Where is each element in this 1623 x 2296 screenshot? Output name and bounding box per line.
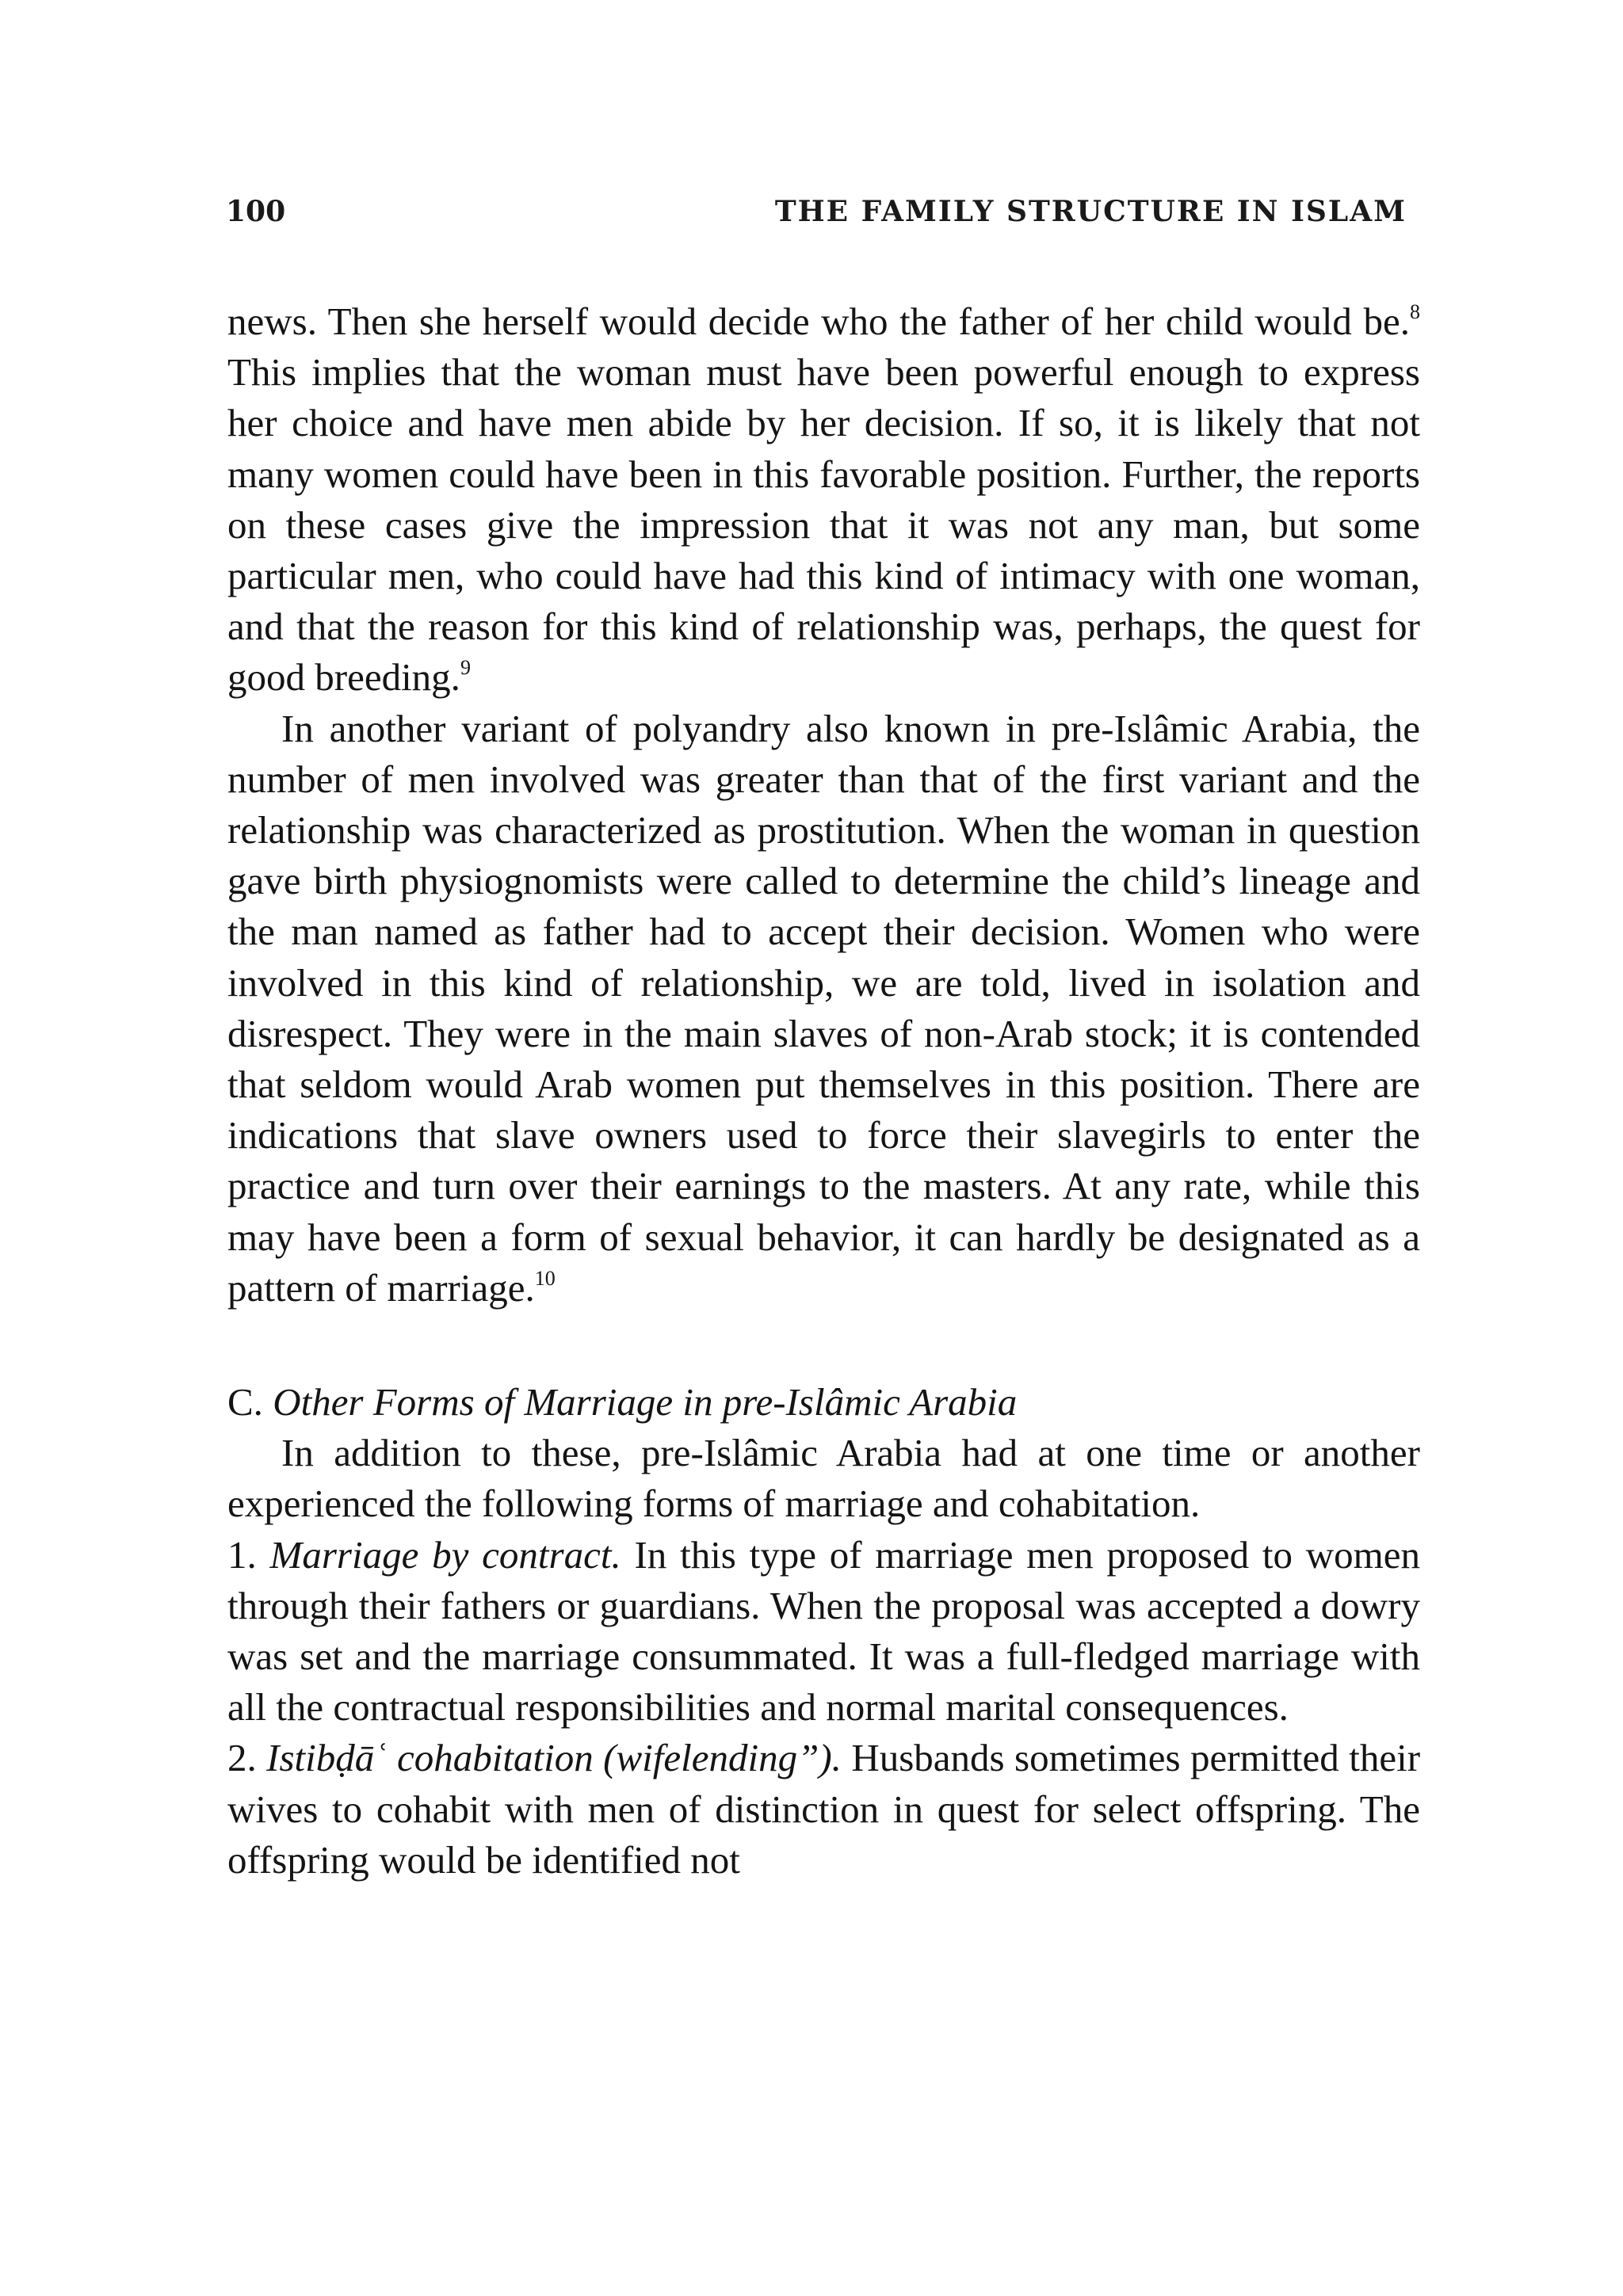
list-item-1-text: In this type of marriage men proposed to women through their fathers or guardians. When the proposal was accepted a dowry was set and the marriage consummated. It was a full-fledged marriage with all the contractual responsibilities and normal marital consequences.	[227, 1532, 1420, 1730]
footnote-ref-8: 8	[1410, 300, 1420, 323]
list-item-1	[227, 1530, 1420, 1733]
footnote-ref-9: 9	[460, 656, 471, 680]
paragraph-2	[227, 704, 1420, 1314]
section-letter: C.	[227, 1380, 263, 1425]
section-title: Other Forms of Marriage in pre-Islâmic Arabia	[273, 1380, 1018, 1425]
section-heading	[227, 1377, 1420, 1428]
list-item-2-number: 2.	[227, 1736, 257, 1780]
paragraph-3-text: In addition to these, pre-Islâmic Arabia had at one time or another experienced the following forms of marriage and cohabitation.	[227, 1431, 1420, 1526]
footnote-ref-10: 10	[534, 1266, 556, 1290]
running-head	[226, 195, 1407, 235]
list-item-2-label: Istibḍāʿ cohabitation (wifelending”).	[266, 1736, 842, 1780]
list-item-2-text: Husbands sometimes permitted their wives to cohabit with men of distinction in quest for select offspring. The offspring would be identified not	[227, 1736, 1421, 1882]
list-item-1-label: Marriage by contract.	[269, 1532, 621, 1577]
running-title: THE FAMILY STRUCTURE IN ISLAM	[774, 195, 1407, 228]
page-number: 100	[226, 195, 286, 228]
paragraph-2-text: In another variant of polyandry also known in pre-Islâmic Arabia, the number of men involved was greater than that of the first variant and the relationship was characterized as prostitution. When the woman in question gave birth physiognomists were called to determine the child’s lineage and the man named as father had to accept their decision. Women who were involved in this kind of relationship, we are told, lived in isolation and disrespect. They were in the main slaves of non-Arab stock; it is contended that seldom would Arab women put themselves in this position. There are indications that slave owners used to force their slavegirls to enter the practice and turn over their earnings to the masters. At any rate, while this may have been a form of sexual behavior, it can hardly be designated as a pattern of marriage.	[227, 706, 1420, 1310]
paragraph-1-text-a: news. Then she herself would decide who the father of her child would be.	[227, 299, 1410, 343]
list-item-2	[227, 1733, 1420, 1886]
body-text	[227, 296, 1420, 1886]
paragraph-1-text-b: This implies that the woman must have been powerful enough to express her choice and have men abide by her decision. If so, it is likely that not many women could have been in this favorable position. Further, the reports on these cases give the impression that it was not any man, but some particular men, who could have had this kind of intimacy with one woman, and that the reason for this kind of relationship was, perhaps, the quest for good breeding.	[227, 350, 1420, 700]
paragraph-1	[227, 296, 1420, 704]
list-item-1-number: 1.	[227, 1532, 257, 1577]
paragraph-3	[227, 1428, 1420, 1529]
